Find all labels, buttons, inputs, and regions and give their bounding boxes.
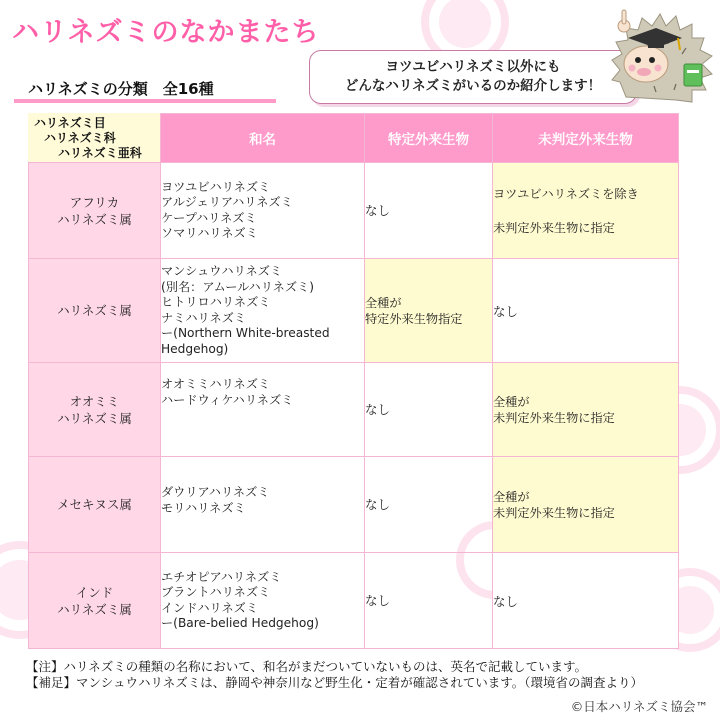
unspecified-text: 未判定外来生物に指定 — [493, 505, 615, 520]
genus-label: アフリカ — [69, 194, 120, 210]
species-name: マンシュウハリネズミ — [161, 264, 283, 278]
species-name: Hedgehog) — [161, 341, 229, 356]
species-name: エチオピアハリネズミ — [161, 569, 282, 584]
footnotes — [26, 659, 643, 691]
genus-label: ハリネズミ属 — [57, 303, 132, 318]
specified-cell — [365, 259, 493, 363]
genus-label: ハリネズミ属 — [57, 601, 132, 617]
species-name: ヨツユビハリネズミ — [161, 179, 271, 194]
species-name: ナミハリネズミ — [161, 310, 247, 325]
genus-cell — [29, 553, 161, 649]
species-names-cell — [161, 163, 365, 259]
genus-label: メセキヌス属 — [57, 497, 132, 512]
unspecified-text: 全種が — [493, 489, 530, 504]
species-name: ハードウィケハリネズミ — [161, 392, 294, 407]
species-name: オオミミハリネズミ — [161, 377, 271, 391]
species-names-cell — [161, 363, 365, 457]
species-names-cell — [161, 259, 365, 363]
genus-label: ハリネズミ属 — [57, 410, 132, 426]
hedgehog-mascot-icon — [606, 2, 718, 110]
unspecified-cell — [493, 457, 679, 553]
subtitle-underline — [14, 99, 276, 103]
unspecified-cell: なし — [493, 259, 679, 363]
unspecified-cell — [493, 363, 679, 457]
supplement-text: 【補足】マンシュウハリネズミは、静岡や神奈川など野生化・定着が確認されています。（環境省の調査より） — [26, 675, 643, 690]
unspecified-cell — [493, 163, 679, 259]
copyright: ©日本ハリネズミ協会™ — [570, 699, 708, 714]
species-name: ケープハリネズミ — [161, 210, 257, 225]
family-label: ハリネズミ科 — [44, 131, 116, 145]
table-row — [29, 457, 679, 553]
order-label: ハリネズミ目 — [34, 116, 106, 130]
species-name: ソマリハリネズミ — [161, 226, 258, 240]
header-specified-alien: 特定外来生物 — [365, 114, 493, 163]
unspecified-text: 全種が — [493, 394, 530, 409]
species-name: インドハリネズミ — [161, 600, 259, 615]
specified-cell: なし — [365, 163, 493, 259]
specified-cell: なし — [365, 363, 493, 457]
genus-label: ハリネズミ属 — [57, 211, 132, 227]
header-unspecified-alien: 未判定外来生物 — [493, 114, 679, 163]
species-name: ー(Bare-belied Hedgehog) — [161, 616, 319, 630]
table-row — [29, 163, 679, 259]
classification-label — [28, 113, 160, 162]
genus-cell — [29, 363, 161, 457]
specified-text: 全種が — [365, 295, 402, 310]
species-name: モリハリネズミ — [161, 500, 246, 515]
species-names-cell — [161, 457, 365, 553]
genus-label: オオミミ — [69, 393, 120, 409]
unspecified-cell: なし — [493, 553, 679, 649]
genus-cell — [29, 163, 161, 259]
classification-table — [28, 113, 679, 649]
intro-callout — [309, 50, 637, 104]
page-title: ハリネズミのなかまたち — [12, 17, 320, 48]
species-names-cell — [161, 553, 365, 649]
section-subtitle: ハリネズミの分類 全16種 — [28, 80, 214, 98]
genus-cell — [29, 259, 161, 363]
specified-cell: なし — [365, 553, 493, 649]
species-name: ー(Northern White-breasted — [161, 326, 330, 340]
species-name: ブラントハリネズミ — [161, 585, 271, 599]
genus-cell — [29, 457, 161, 553]
table-row — [29, 259, 679, 363]
unspecified-text: 未判定外来生物に指定 — [493, 410, 615, 425]
specified-text: 特定外来生物指定 — [365, 311, 463, 326]
species-name: (別名：アムールハリネズミ) — [161, 279, 314, 294]
specified-cell: なし — [365, 457, 493, 553]
species-name: ダウリアハリネズミ — [161, 485, 270, 499]
callout-line-2: どんなハリネズミがいるのか紹介します！ — [344, 78, 602, 94]
genus-label: インド — [75, 584, 114, 600]
table-row — [29, 363, 679, 457]
header-japanese-name: 和名 — [161, 114, 365, 163]
subfamily-label: ハリネズミ亜科 — [58, 146, 142, 160]
species-name: アルジェリアハリネズミ — [161, 195, 293, 209]
callout-line-1: ヨツユビハリネズミ以外にも — [385, 59, 561, 75]
table-row — [29, 553, 679, 649]
species-name: ヒトリロハリネズミ — [161, 295, 271, 309]
unspecified-text: ヨツユビハリネズミを除き — [493, 186, 639, 201]
unspecified-text: 未判定外来生物に指定 — [493, 220, 615, 235]
note-text: 【注】ハリネズミの種類の名称において、和名がまだついていないものは、英名で記載しています。 — [26, 659, 588, 674]
